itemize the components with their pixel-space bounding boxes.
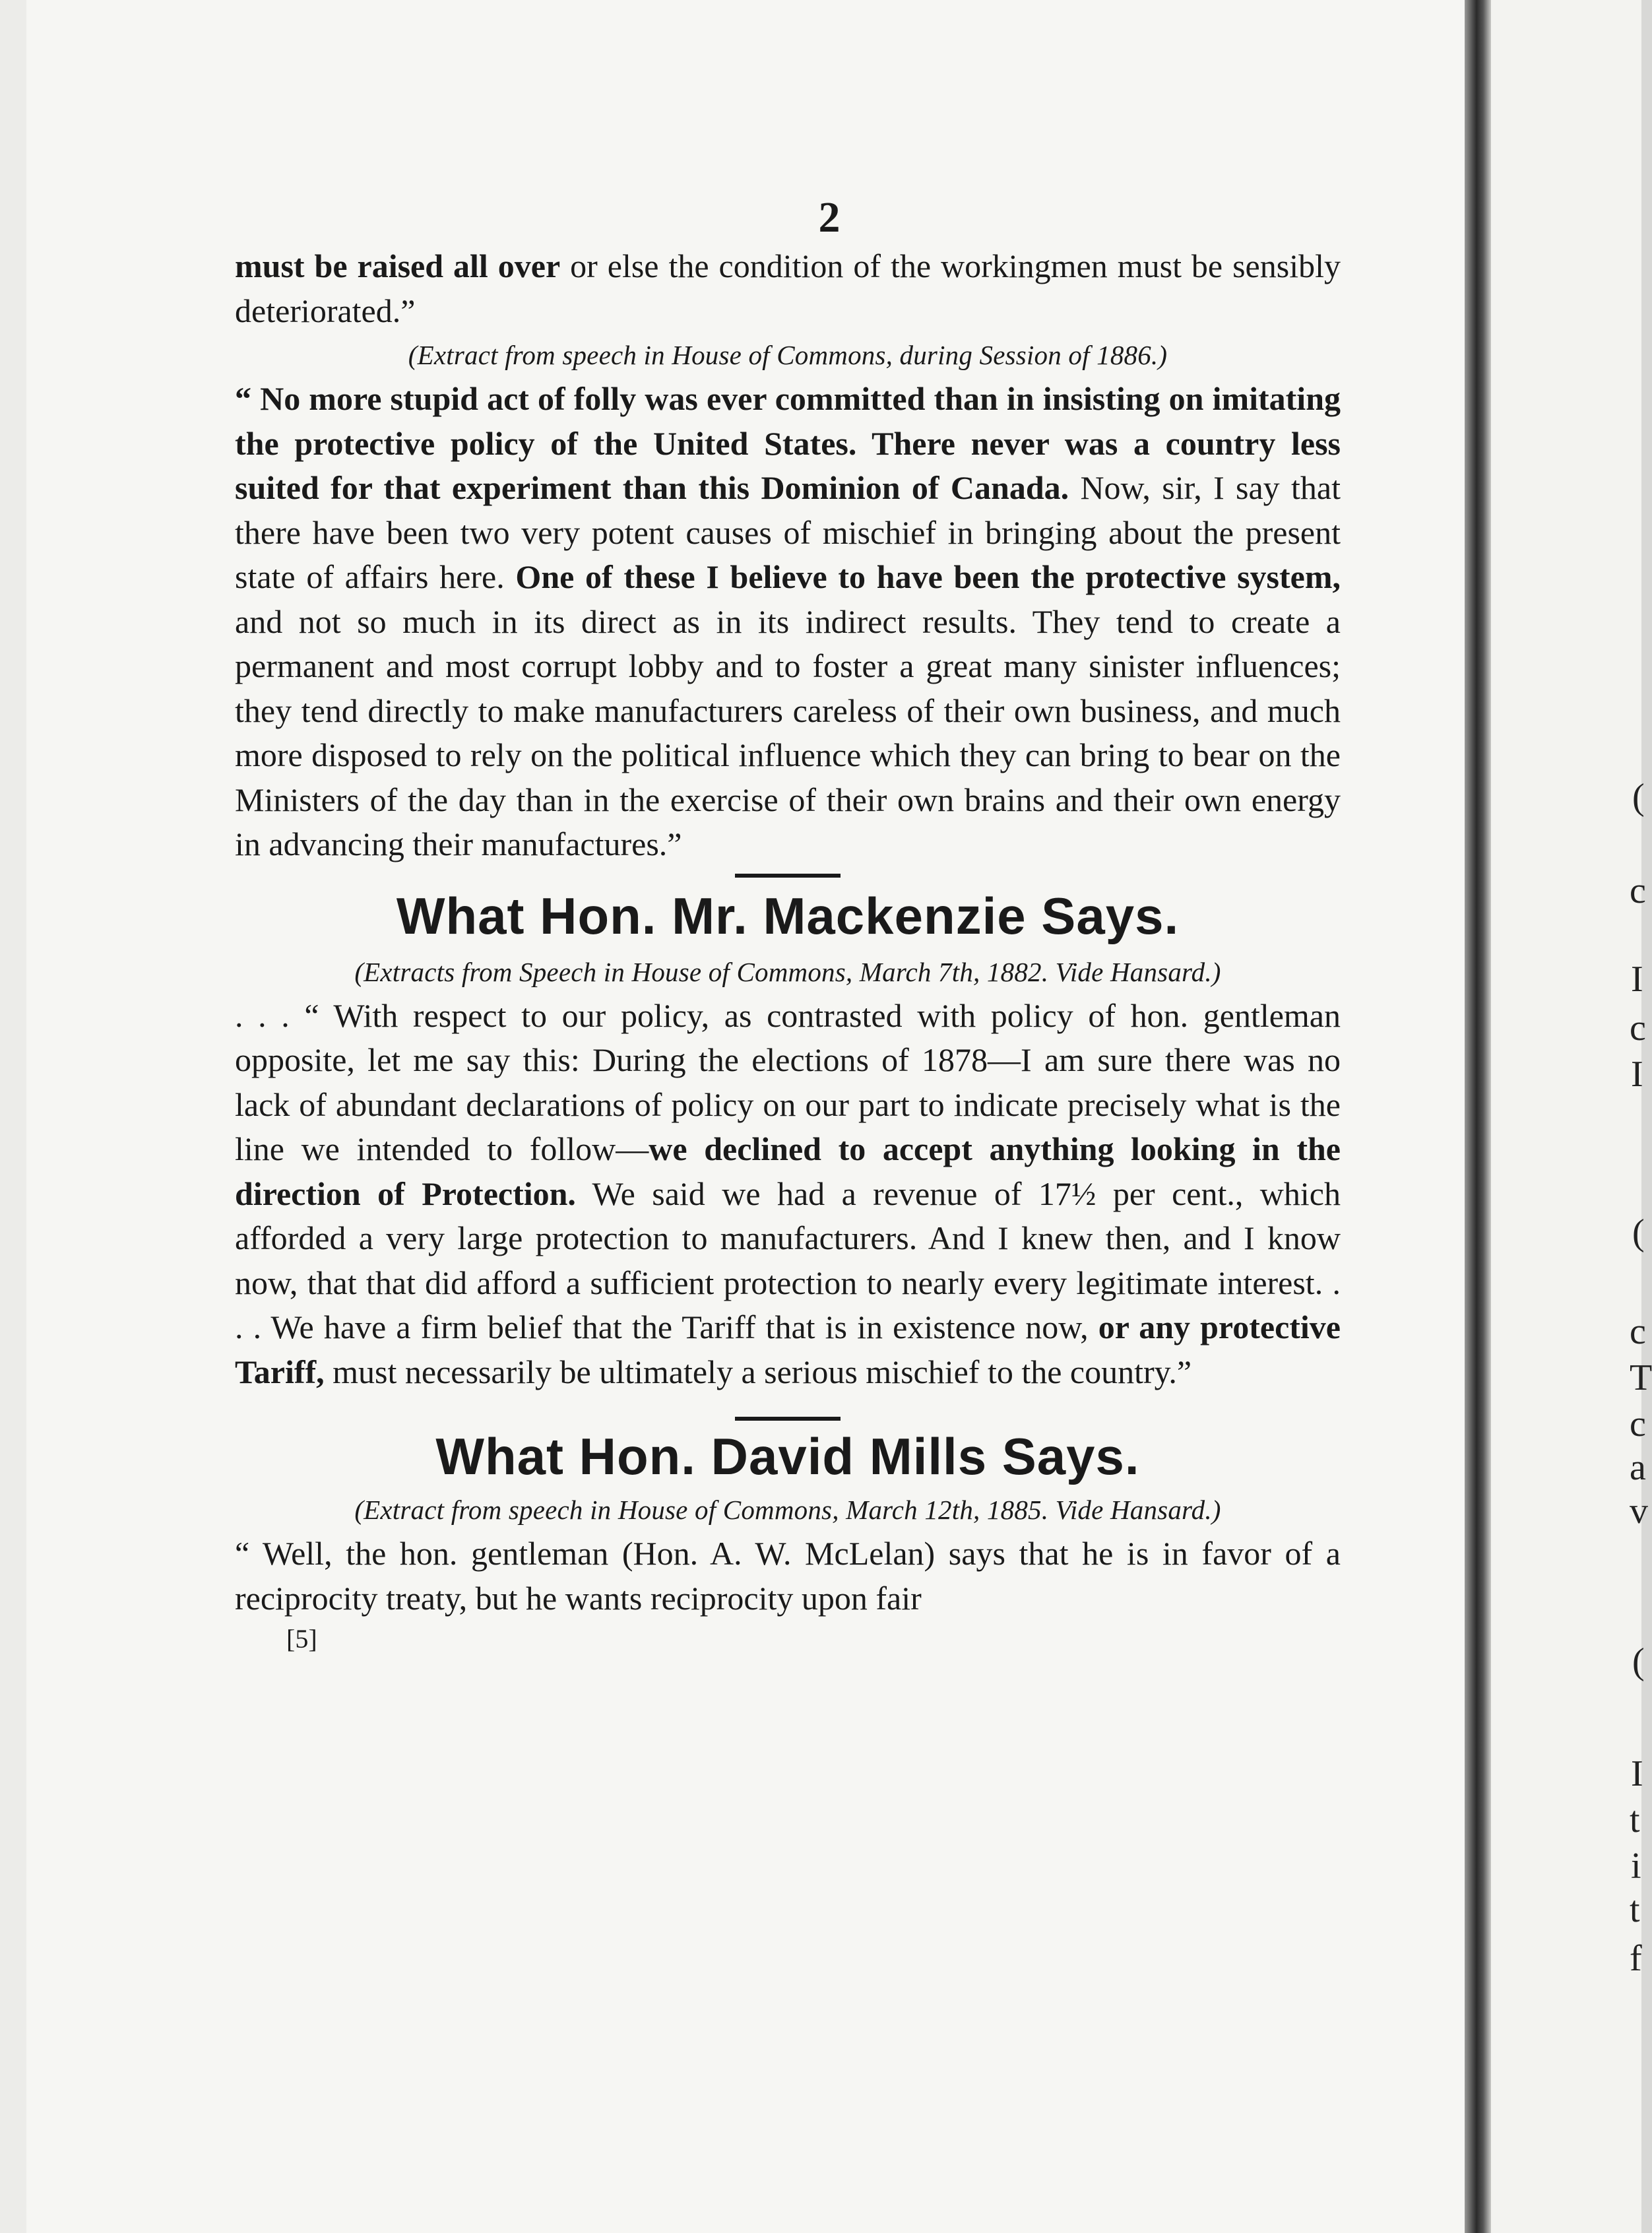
citation: (Extracts from Speech in House of Commons, March 7th, 1882. Vide Hansard.) bbox=[354, 956, 1221, 987]
edge-letter: T bbox=[1630, 1357, 1652, 1398]
edge-letter: t bbox=[1630, 1799, 1640, 1840]
section-divider bbox=[735, 874, 841, 878]
edge-letter: ( bbox=[1632, 1641, 1645, 1682]
edge-letter: I bbox=[1631, 959, 1643, 1000]
section-heading: What Hon. David Mills Says. bbox=[435, 1427, 1140, 1485]
page-number: 2 bbox=[818, 193, 841, 242]
paragraph-text: or else the condition of the workingmen must be sensibly deteriorated.” bbox=[235, 247, 1341, 329]
edge-letter: a bbox=[1630, 1447, 1646, 1488]
signature-mark: [5] bbox=[286, 1624, 317, 1654]
book-gutter bbox=[1465, 0, 1491, 2233]
edge-letter: I bbox=[1631, 1753, 1643, 1794]
edge-letter: c bbox=[1630, 1311, 1646, 1352]
bold-phrase: One of these I believe to have been the protective system, bbox=[515, 558, 1341, 595]
section-heading: What Hon. Mr. Mackenzie Says. bbox=[396, 886, 1180, 945]
section-divider bbox=[735, 1417, 841, 1421]
paragraph-continuation bbox=[235, 244, 1341, 333]
edge-letter: t bbox=[1630, 1889, 1640, 1930]
bold-phrase: “ No more stupid act of folly was ever committed than in insisting on imitating the protective policy of the United States. There never was a country less suited for that experiment than this Dominion of Canada. bbox=[235, 380, 1341, 506]
edge-letter: c bbox=[1630, 1008, 1646, 1049]
paragraph-text: . . . “ With respect to our policy, as contrasted with policy of hon. gentleman opposite, let me say this: During the elections of 1878—I am sure there was no lack of abundant declarations of policy on our part to indicate precisely what is the line we intended to follow— bbox=[235, 996, 1341, 1167]
page-content bbox=[235, 191, 1341, 1655]
quote-paragraph bbox=[235, 994, 1341, 1395]
adjacent-page-edge bbox=[1491, 0, 1641, 2233]
edge-letter: f bbox=[1630, 1938, 1642, 1979]
edge-letter: ( bbox=[1632, 777, 1645, 818]
paragraph-text: and not so much in its direct as in its indirect results. They tend to create a permanent and most corrupt lobby and to foster a great many sinister influences; they tend directly to make manufacturers careless of their own business, and much more disposed to rely on the political influence which they can bring to bear on the Ministers of the day than in the exercise of their own brains and their own energy in advancing their manufactures.” bbox=[235, 602, 1341, 862]
bold-phrase: must be raised all over bbox=[235, 247, 561, 284]
edge-letter: c bbox=[1630, 870, 1646, 911]
edge-letter: v bbox=[1630, 1491, 1648, 1532]
edge-letter: c bbox=[1630, 1404, 1646, 1444]
paragraph-text: We said we had a revenue of 17½ per cent., which afforded a very large protection to manufacturers. And I knew then, and I know now, that that did afford a sufficient protection to nearly every legitimate interest. . . . We have a firm belief that the Tariff that is in existence now, bbox=[235, 1175, 1341, 1345]
quote-paragraph bbox=[235, 377, 1341, 867]
edge-letter: i bbox=[1631, 1846, 1641, 1887]
paragraph-text: Now, sir, I say that there have been two very potent causes of mischief in bringing about the present state of affairs here. bbox=[235, 469, 1341, 595]
edge-letter: I bbox=[1631, 1054, 1643, 1095]
edge-letter: ( bbox=[1632, 1212, 1645, 1253]
citation: (Extract from speech in House of Commons, March 12th, 1885. Vide Hansard.) bbox=[354, 1495, 1221, 1525]
quote-paragraph: “ Well, the hon. gentleman (Hon. A. W. McLelan) says that he is in favor of a reciprocity treaty, but he wants reciprocity upon fair bbox=[235, 1535, 1341, 1617]
paragraph-text: must necessarily be ultimately a serious mischief to the country.” bbox=[324, 1353, 1192, 1390]
citation: (Extract from speech in House of Commons, during Session of 1886.) bbox=[408, 340, 1168, 370]
bold-phrase: or any protective Tariff, bbox=[235, 1309, 1341, 1390]
bold-phrase: we declined to accept anything looking in the direction of Protection. bbox=[235, 1130, 1341, 1212]
